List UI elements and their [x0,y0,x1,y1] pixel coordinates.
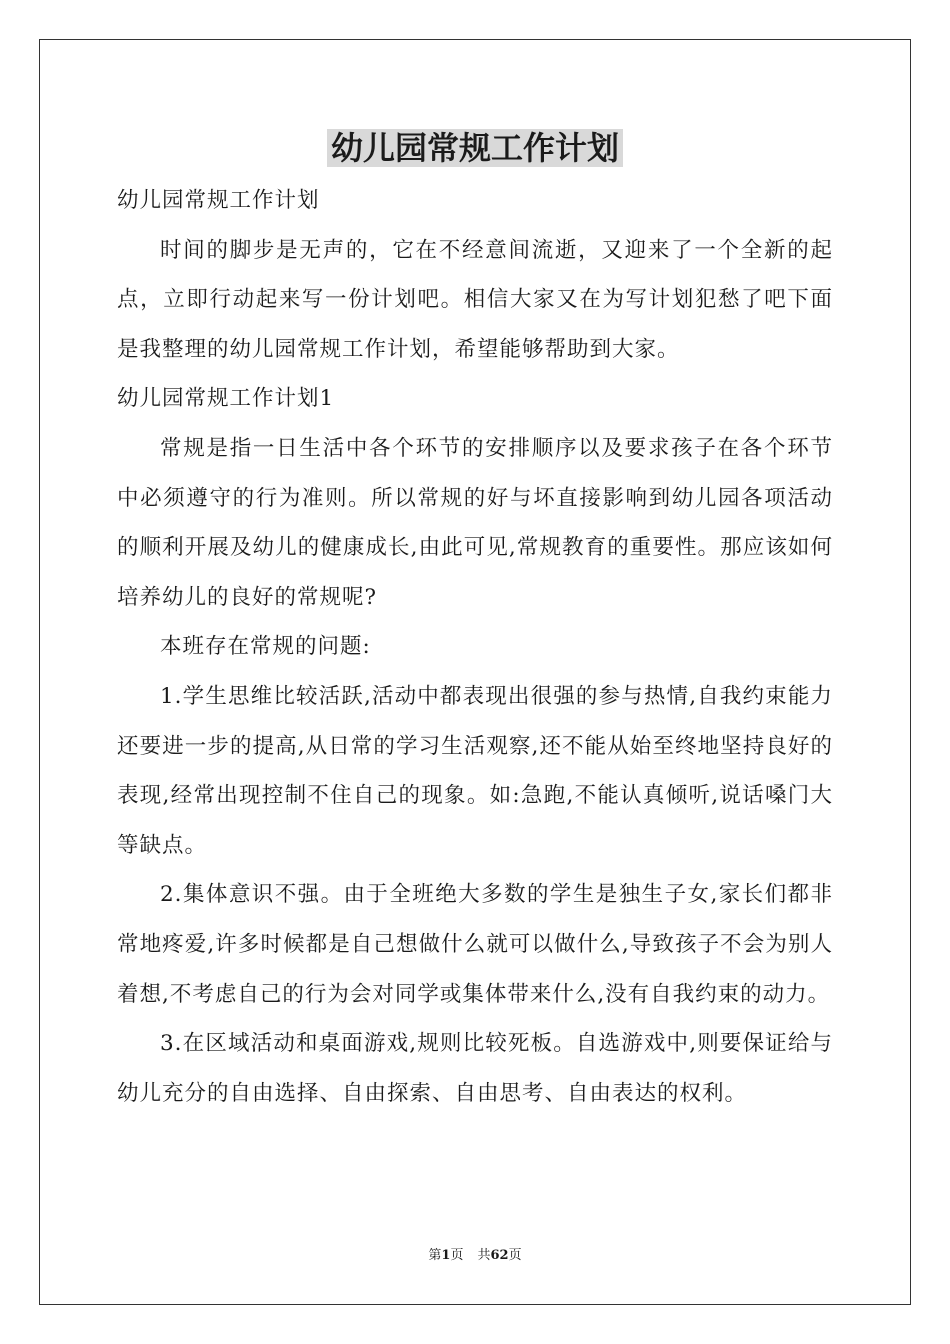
total-label-suffix: 页 [508,1248,522,1263]
paragraph: 2.集体意识不强。由于全班绝大多数的学生是独生子女,家长们都非常地疼爱,许多时候都是自己想做什么就可以做什么,导致孩子不会为别人着想,不考虑自己的行为会对同学或集体带来什么,没有自我约束的动力。 [117,882,833,1007]
page-label-suffix: 页 [450,1248,464,1263]
document-title [0,124,950,172]
paragraph: 幼儿园常规工作计划 [117,188,320,213]
paragraph: 1.学生思维比较活跃,活动中都表现出很强的参与热情,自我约束能力还要进一步的提高,从日常的学习生活观察,还不能从始至终地坚持良好的表现,经常出现控制不住自己的现象。如:急跑,不能认真倾听,说话嗓门大等缺点。 [117,683,833,858]
document-body [117,176,833,1118]
total-label-prefix: 共 [477,1248,491,1263]
page-footer [0,1247,950,1265]
paragraph: 常规是指一日生活中各个环节的安排顺序以及要求孩子在各个环节中必须遵守的行为准则。所以常规的好与坏直接影响到幼儿园各项活动的顺利开展及幼儿的健康成长,由此可见,常规教育的重要性。那应该如何培养幼儿的良好的常规呢? [117,435,833,610]
page-label-prefix: 第 [428,1248,442,1263]
paragraph: 本班存在常规的问题: [160,634,371,660]
document-title-text: 幼儿园常规工作计划 [327,129,623,167]
page-number: 1 [441,1248,451,1263]
total-pages: 62 [490,1248,509,1263]
paragraph: 3.在区域活动和桌面游戏,规则比较死板。自选游戏中,则要保证给与幼儿充分的自由选择、自由探索、自由思考、自由表达的权利。 [117,1031,833,1106]
paragraph: 时间的脚步是无声的，它在不经意间流逝，又迎来了一个全新的起点，立即行动起来写一份计划吧。相信大家又在为写计划犯愁了吧下面是我整理的幼儿园常规工作计划，希望能够帮助到大家。 [117,237,833,362]
paragraph: 幼儿园常规工作计划1 [117,386,335,412]
